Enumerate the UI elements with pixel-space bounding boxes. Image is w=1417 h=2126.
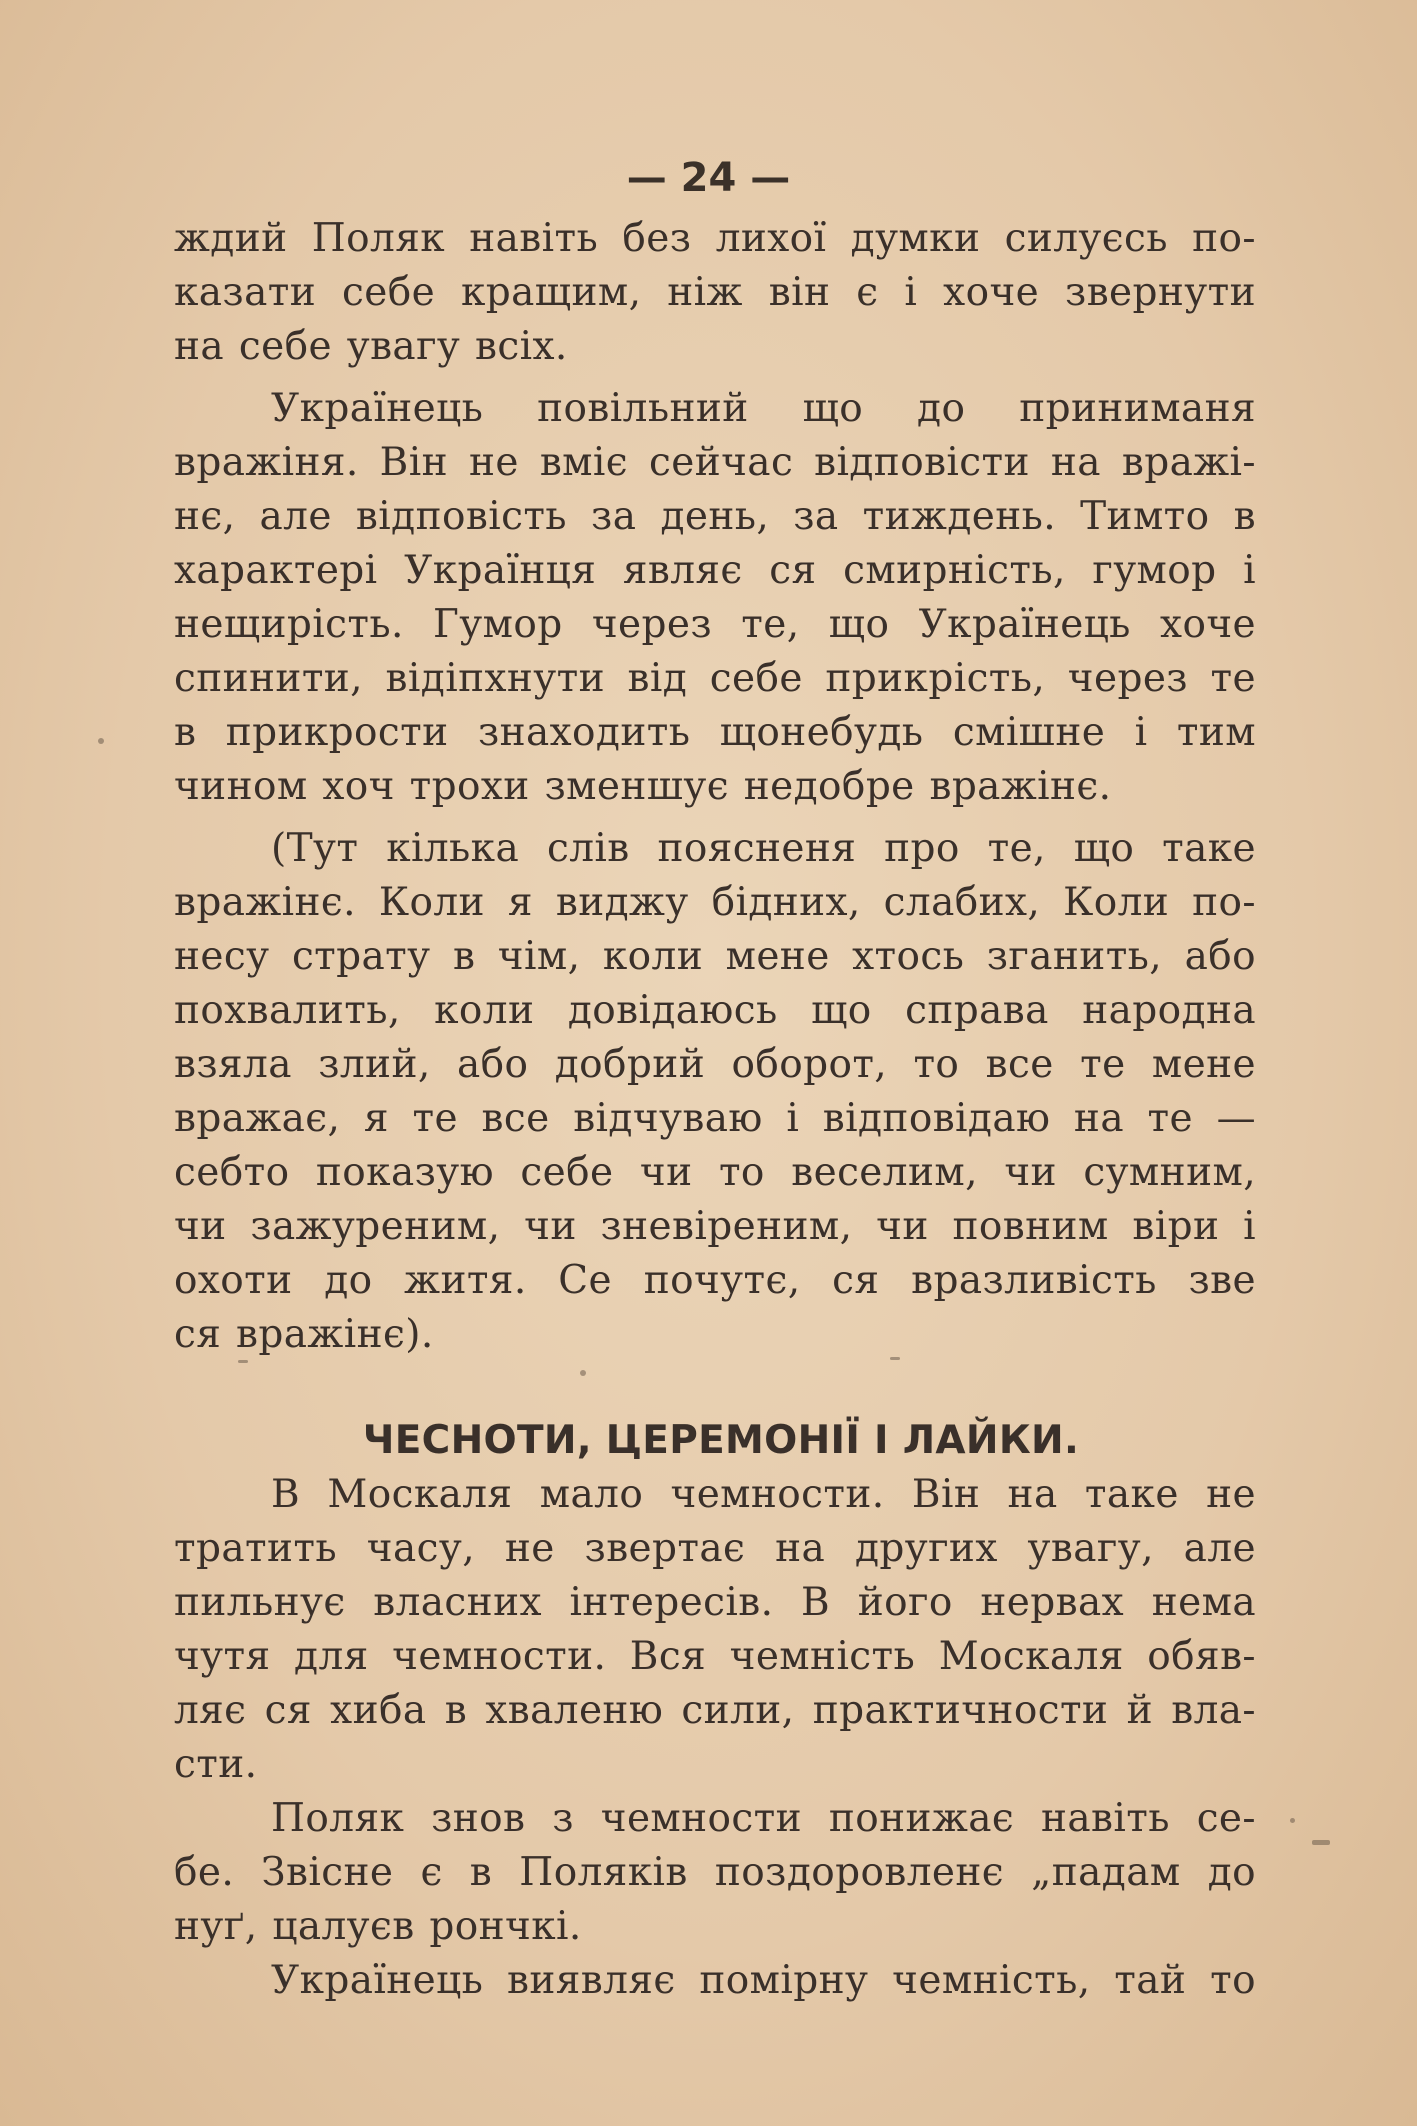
paper-speck [1312,1840,1330,1845]
text-line: вражінє. Коли я виджу бідних, слабих, Коли по- [174,880,1256,925]
paper-speck [890,1357,900,1360]
text-line: (Тут кілька слів поясненя про те, що таке [271,826,1256,871]
text-line: вражіня. Він не вміє сейчас відповісти на вражі- [174,440,1256,485]
paragraph [174,382,1256,814]
text-line: бе. Звісне є в Поляків поздоровленє „падам до [174,1850,1256,1895]
text-line: ждий Поляк навіть без лихої думки силуєсь по- [174,216,1256,261]
text-line: в прикрости знаходить щонебудь смішне і тим [174,710,1256,755]
text-line: охоти до житя. Се почутє, ся вразливість зве [174,1258,1256,1303]
text-line: ся вражінє). [174,1312,434,1357]
text-line: Українець повільний що до приниманя [271,386,1256,431]
paper-speck [1290,1818,1295,1823]
paper-speck [98,738,104,744]
text-line: чи зажуреним, чи зневіреним, чи повним віри і [174,1204,1256,1249]
text-line: чином хоч трохи зменшує недобре вражінє. [174,764,1112,809]
text-line: несу страту в чім, коли мене хтось зганить, або [174,934,1256,979]
text-line: характері Українця являє ся смирність, гумор і [174,548,1256,593]
paragraph [174,212,1256,374]
page-text [174,212,1256,2008]
text-line: взяла злий, або добрий оборот, то все те мене [174,1042,1256,1087]
text-line: нє, але відповість за день, за тиждень. Тимто в [174,494,1256,539]
text-line: Поляк знов з чемности понижає навіть се- [271,1796,1256,1841]
paper-speck [238,1360,248,1363]
paragraph [174,1792,1256,1954]
paragraph [174,822,1256,1362]
text-line: похвалить, коли довідаюсь що справа народна [174,988,1256,1033]
text-line: спинити, відіпхнути від себе прикрість, через те [174,656,1256,701]
text-line: нуґ, цалуєв рончкі. [174,1904,582,1949]
text-line: нещиріcть. Гумор через те, що Українець хоче [174,602,1256,647]
paper-speck [580,1370,586,1376]
text-line: казати себе кращим, ніж він є і хоче звернути [174,270,1256,315]
text-line: сти. [174,1742,258,1787]
text-line: ляє ся хиба в хваленю сили, практичности й вла- [174,1688,1256,1733]
text-line: на себе увагу всіх. [174,324,568,369]
text-line: тратить часу, не звертає на других увагу, але [174,1526,1256,1571]
text-line: себто показую себе чи то веселим, чи сумним, [174,1150,1256,1195]
text-line: Українець виявляє помірну чемність, тай то [271,1958,1256,2003]
text-line: вражає, я те все відчуваю і відповідаю на те — [174,1096,1256,1141]
text-line: чутя для чемности. Вся чемність Москаля обяв- [174,1634,1256,1679]
paragraph [174,1468,1256,1792]
paragraph [174,1954,1256,2008]
text-line: пильнує власних інтересів. В його нервах нема [174,1580,1256,1625]
text-line: В Москаля мало чемности. Він на таке не [271,1472,1256,1517]
page-number: — 24 — [626,155,791,201]
section-heading: ЧЕСНОТИ, ЦЕРЕМОНІЇ І ЛАЙКИ. [362,1418,1080,1463]
